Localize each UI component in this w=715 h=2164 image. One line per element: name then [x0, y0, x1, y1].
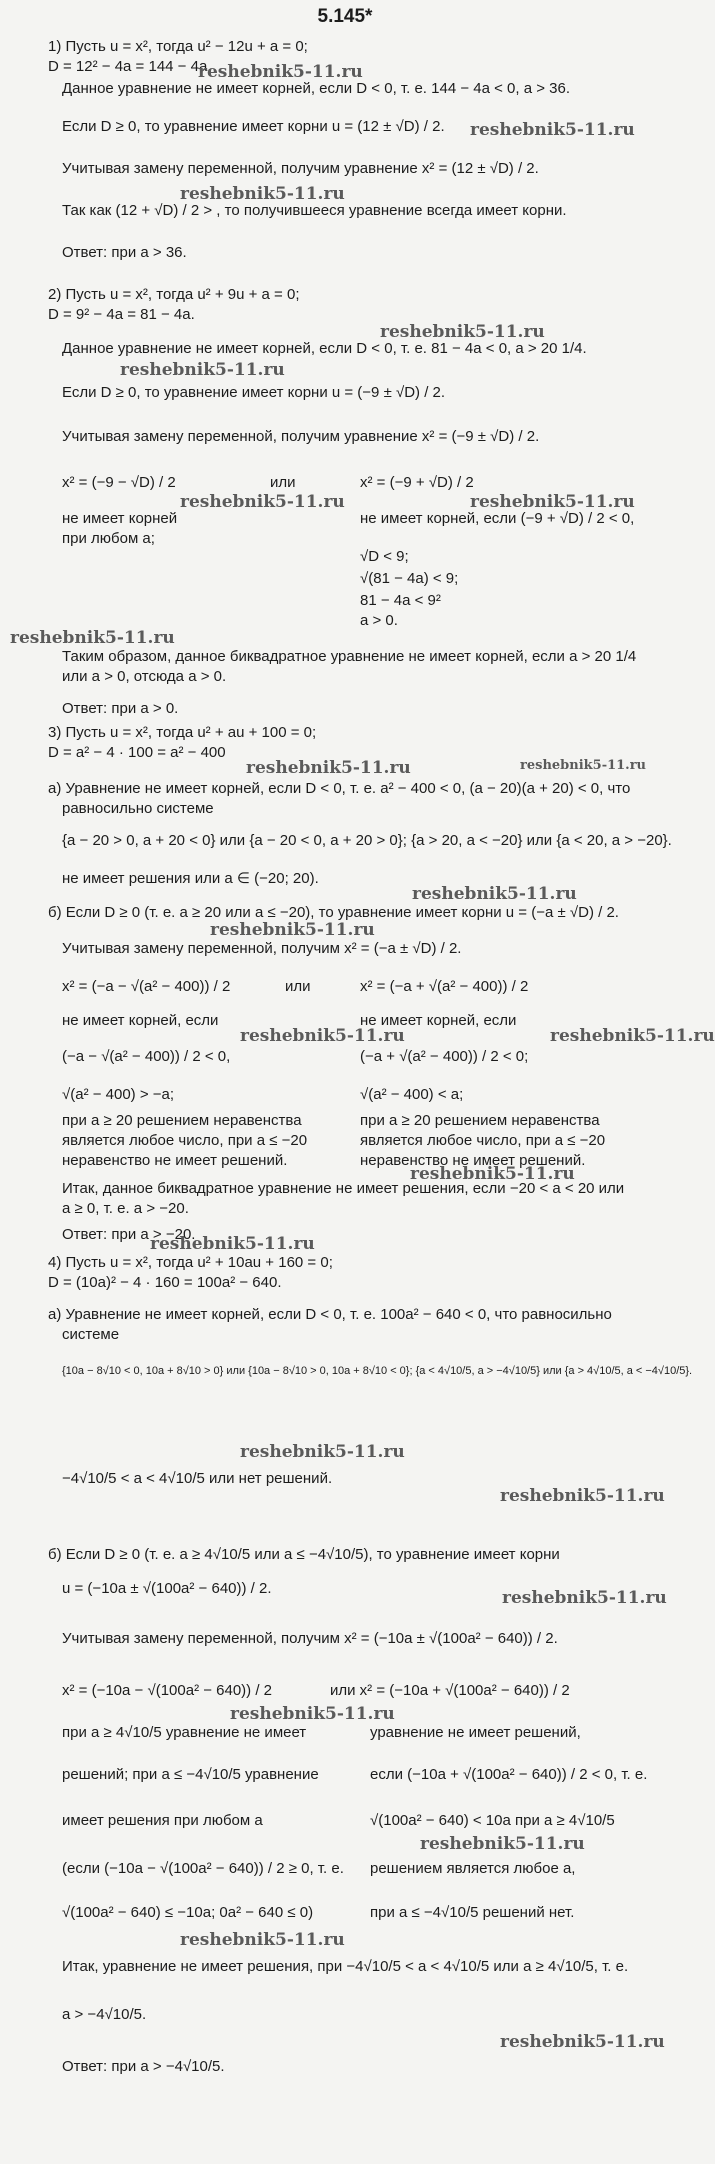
- p4b-line-7a: имеет решения при любом a: [62, 1812, 263, 1829]
- p4b-line-10: Итак, уравнение не имеет решения, при −4√10/5 < a < 4√10/5 или a ≥ 4√10/5, т. е.: [62, 1958, 629, 1975]
- p2-line-6a: x² = (−9 − √D) / 2: [62, 474, 176, 491]
- p3b-line-9b: неравенство не имеет решений.: [360, 1152, 586, 1169]
- watermark: reshebnik5-11.ru: [412, 884, 577, 904]
- watermark: reshebnik5-11.ru: [10, 628, 175, 648]
- p2-line-12: a > 0.: [360, 612, 398, 629]
- watermark: reshebnik5-11.ru: [180, 492, 345, 512]
- p3a-line-4: не имеет решения или a ∈ (−20; 20).: [62, 870, 319, 887]
- p2-line-14: или a > 0, отсюда a > 0.: [62, 668, 227, 685]
- p1-line-1: 1) Пусть u = x², тогда u² − 12u + a = 0;: [48, 38, 308, 55]
- p1-line-6: Так как (12 + √D) / 2 > , то получившееся уравнение всегда имеет корни.: [62, 202, 567, 219]
- p3b-line-6b: √(a² − 400) < a;: [360, 1086, 464, 1103]
- watermark: reshebnik5-11.ru: [180, 184, 345, 204]
- p4-line-1: 4) Пусть u = x², тогда u² + 10au + 160 = 0;: [48, 1254, 333, 1271]
- p1-line-2: D = 12² − 4a = 144 − 4a.: [48, 58, 212, 75]
- p2-line-5: Учитывая замену переменной, получим уравнение x² = (−9 ± √D) / 2.: [62, 428, 540, 445]
- watermark: reshebnik5-11.ru: [198, 62, 363, 82]
- p4b-line-2: u = (−10a ± √(100a² − 640)) / 2.: [62, 1580, 272, 1597]
- p4b-line-9b: при a ≤ −4√10/5 решений нет.: [370, 1904, 575, 1921]
- watermark: reshebnik5-11.ru: [410, 1164, 575, 1184]
- p4a-line-1: а) Уравнение не имеет корней, если D < 0, т. е. 100a² − 640 < 0, что равносильно: [48, 1306, 612, 1323]
- p4b-line-11: a > −4√10/5.: [62, 2006, 147, 2023]
- watermark: reshebnik5-11.ru: [470, 120, 635, 140]
- p4b-line-6b: если (−10a + √(100a² − 640)) / 2 < 0, т. е.: [370, 1766, 648, 1783]
- p2-line-7a: не имеет корней: [62, 510, 178, 527]
- p2-line-3: Данное уравнение не имеет корней, если D < 0, т. е. 81 − 4a < 0, a > 20 1/4.: [62, 340, 587, 357]
- p3b-line-6a: √(a² − 400) > −a;: [62, 1086, 175, 1103]
- p1-line-5: Учитывая замену переменной, получим уравнение x² = (12 ± √D) / 2.: [62, 160, 539, 177]
- p3b-line-3a: x² = (−a − √(a² − 400)) / 2: [62, 978, 231, 995]
- watermark: reshebnik5-11.ru: [470, 492, 635, 512]
- p4b-line-7b: √(100a² − 640) < 10a при a ≥ 4√10/5: [370, 1812, 615, 1829]
- watermark: reshebnik5-11.ru: [230, 1704, 395, 1724]
- p3b-line-3c: x² = (−a + √(a² − 400)) / 2: [360, 978, 529, 995]
- p3b-line-4a: не имеет корней, если: [62, 1012, 219, 1029]
- p4b-line-5a: при a ≥ 4√10/5 уравнение не имеет: [62, 1724, 307, 1741]
- p3b-line-11: a ≥ 0, т. е. a > −20.: [62, 1200, 189, 1217]
- p3a-line-2: равносильно системе: [62, 800, 214, 817]
- watermark: reshebnik5-11.ru: [500, 1486, 665, 1506]
- p2-line-10: √(81 − 4a) < 9;: [360, 570, 459, 587]
- p1-line-3: Данное уравнение не имеет корней, если D < 0, т. е. 144 − 4a < 0, a > 36.: [62, 80, 571, 97]
- p3b-line-4b: не имеет корней, если: [360, 1012, 517, 1029]
- p3-line-1: 3) Пусть u = x², тогда u² + au + 100 = 0;: [48, 724, 317, 741]
- watermark: reshebnik5-11.ru: [380, 322, 545, 342]
- p3b-line-9a: неравенство не имеет решений.: [62, 1152, 288, 1169]
- p4b-line-4b: или x² = (−10a + √(100a² − 640)) / 2: [330, 1682, 570, 1699]
- watermark: reshebnik5-11.ru: [500, 2032, 665, 2052]
- p2-line-1: 2) Пусть u = x², тогда u² + 9u + a = 0;: [48, 286, 300, 303]
- watermark: reshebnik5-11.ru: [520, 758, 647, 773]
- p4b-line-8a: (если (−10a − √(100a² − 640)) / 2 ≥ 0, т. е.: [62, 1860, 344, 1877]
- p3a-systems: {a − 20 > 0, a + 20 < 0} или {a − 20 < 0, a + 20 > 0}; {a > 20, a < −20} или {a < 20, a > −20}.: [62, 832, 672, 849]
- p2-line-2: D = 9² − 4a = 81 − 4a.: [48, 306, 195, 323]
- p1-answer: Ответ: при a > 36.: [62, 244, 187, 261]
- watermark: reshebnik5-11.ru: [420, 1834, 585, 1854]
- p3b-line-5a: (−a − √(a² − 400)) / 2 < 0,: [62, 1048, 231, 1065]
- p3b-line-5b: (−a + √(a² − 400)) / 2 < 0;: [360, 1048, 529, 1065]
- p3b-line-7b: при a ≥ 20 решением неравенства: [360, 1112, 600, 1129]
- p4b-line-6a: решений; при a ≤ −4√10/5 уравнение: [62, 1766, 319, 1783]
- p2-line-11: 81 − 4a < 9²: [360, 592, 441, 609]
- watermark: reshebnik5-11.ru: [550, 1026, 715, 1046]
- p2-line-7b: не имеет корней, если (−9 + √D) / 2 < 0,: [360, 510, 635, 527]
- p2-line-13: Таким образом, данное биквадратное уравнение не имеет корней, если a > 20 1/4: [62, 648, 637, 665]
- p3b-line-2: Учитывая замену переменной, получим x² = (−a ± √D) / 2.: [62, 940, 462, 957]
- watermark: reshebnik5-11.ru: [180, 1930, 345, 1950]
- watermark: reshebnik5-11.ru: [210, 920, 375, 940]
- watermark: reshebnik5-11.ru: [240, 1442, 405, 1462]
- p2-line-8a: при любом a;: [62, 530, 155, 547]
- p3b-line-8b: является любое число, при a ≤ −20: [360, 1132, 606, 1149]
- p3b-line-1: б) Если D ≥ 0 (т. е. a ≥ 20 или a ≤ −20), то уравнение имеет корни u = (−a ± √D) / 2.: [48, 904, 619, 921]
- p4a-systems: {10a − 8√10 < 0, 10a + 8√10 > 0} или {10a − 8√10 > 0, 10a + 8√10 < 0}; {a < 4√10/5, a > −4√10/5} или {a > 4√10/5, a < −4√10/5}.: [62, 1365, 693, 1377]
- p3-line-2: D = a² − 4 · 100 = a² − 400: [48, 744, 226, 761]
- p3b-line-7a: при a ≥ 20 решением неравенства: [62, 1112, 302, 1129]
- p2-line-4: Если D ≥ 0, то уравнение имеет корни u = (−9 ± √D) / 2.: [62, 384, 446, 401]
- p3b-line-10: Итак, данное биквадратное уравнение не имеет решения, если −20 < a < 20 или: [62, 1180, 625, 1197]
- p2-line-9: √D < 9;: [360, 548, 409, 565]
- p4b-line-8b: решением является любое a,: [370, 1860, 576, 1877]
- watermark: reshebnik5-11.ru: [240, 1026, 405, 1046]
- p4b-line-3: Учитывая замену переменной, получим x² = (−10a ± √(100a² − 640)) / 2.: [62, 1630, 558, 1647]
- watermark: reshebnik5-11.ru: [246, 758, 411, 778]
- p3b-line-3b: или: [285, 978, 311, 995]
- p3b-line-8a: является любое число, при a ≤ −20: [62, 1132, 308, 1149]
- watermark: reshebnik5-11.ru: [120, 360, 285, 380]
- p2-answer: Ответ: при a > 0.: [62, 700, 179, 717]
- p3a-line-1: а) Уравнение не имеет корней, если D < 0, т. е. a² − 400 < 0, (a − 20)(a + 20) < 0, что: [48, 780, 631, 797]
- p4b-line-1: б) Если D ≥ 0 (т. е. a ≥ 4√10/5 или a ≤ −4√10/5), то уравнение имеет корни: [48, 1546, 560, 1563]
- p4b-line-5b: уравнение не имеет решений,: [370, 1724, 581, 1741]
- p2-line-6c: x² = (−9 + √D) / 2: [360, 474, 474, 491]
- p4-line-2: D = (10a)² − 4 · 160 = 100a² − 640.: [48, 1274, 282, 1291]
- watermark: reshebnik5-11.ru: [502, 1588, 667, 1608]
- p4b-line-9a: √(100a² − 640) ≤ −10a; 0a² − 640 ≤ 0): [62, 1904, 314, 1921]
- p4b-line-4a: x² = (−10a − √(100a² − 640)) / 2: [62, 1682, 273, 1699]
- p4a-line-2: системе: [62, 1326, 120, 1343]
- p2-line-6b: или: [270, 474, 296, 491]
- watermark: reshebnik5-11.ru: [150, 1234, 315, 1254]
- p3-answer: Ответ: при a > −20.: [62, 1226, 196, 1243]
- p4a-line-4: −4√10/5 < a < 4√10/5 или нет решений.: [62, 1470, 333, 1487]
- p4-answer: Ответ: при a > −4√10/5.: [62, 2058, 225, 2075]
- p1-line-4: Если D ≥ 0, то уравнение имеет корни u = (12 ± √D) / 2.: [62, 118, 445, 135]
- problem-number: 5.145*: [317, 6, 373, 27]
